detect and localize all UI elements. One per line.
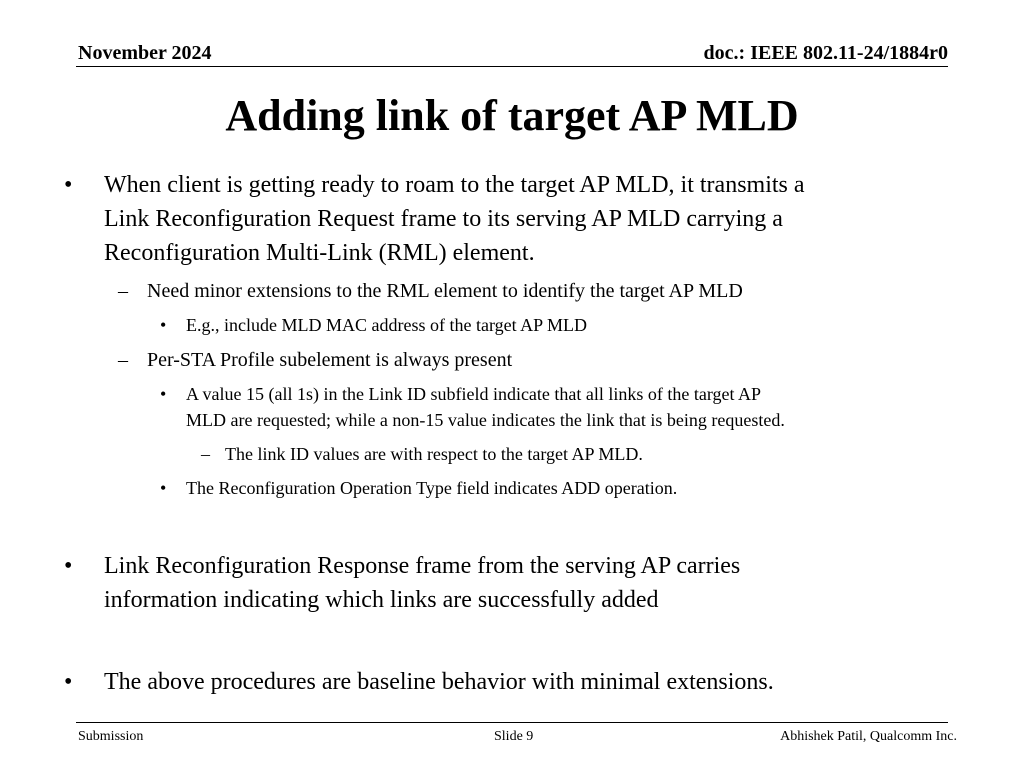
sub-bullet-1-1-1: E.g., include MLD MAC address of the target AP MLD [186, 315, 587, 335]
bullet-marker: • [64, 669, 73, 695]
dash-marker: – [201, 444, 210, 464]
footer-author: Abhishek Patil, Qualcomm Inc. [780, 729, 957, 744]
dash-marker: – [118, 280, 128, 302]
bullet-2-line-2: information indicating which links are successfully added [104, 587, 659, 613]
bullet-marker: • [160, 478, 167, 498]
bullet-1-line-1: When client is getting ready to roam to the target AP MLD, it transmits a [104, 172, 805, 198]
sub-bullet-1-2-1-line-2: MLD are requested; while a non-15 value indicates the link that is being requested. [186, 410, 785, 430]
footer-rule [76, 722, 948, 723]
bullet-marker: • [160, 315, 167, 335]
sub-bullet-1-1: Need minor extensions to the RML element to identify the target AP MLD [147, 280, 743, 302]
sub-bullet-1-2-2: The Reconfiguration Operation Type field indicates ADD operation. [186, 478, 678, 498]
bullet-marker: • [160, 384, 167, 404]
slide-title: Adding link of target AP MLD [225, 91, 799, 140]
bullet-1-line-3: Reconfiguration Multi-Link (RML) element. [104, 240, 535, 266]
bullet-1-line-2: Link Reconfiguration Request frame to its serving AP MLD carrying a [104, 206, 783, 232]
bullet-marker: • [64, 553, 73, 579]
footer-slide-number: Slide 9 [494, 729, 534, 744]
header-date: November 2024 [78, 42, 212, 64]
sub-bullet-1-2-1-line-1: A value 15 (all 1s) in the Link ID subfield indicate that all links of the target AP [186, 384, 762, 404]
bullet-marker: • [64, 172, 73, 198]
sub-bullet-1-2: Per-STA Profile subelement is always present [147, 349, 513, 371]
bullet-2-line-1: Link Reconfiguration Response frame from the serving AP carries [104, 553, 741, 579]
bullet-3-line-1: The above procedures are baseline behavior with minimal extensions. [104, 669, 774, 695]
header-rule [76, 66, 948, 67]
dash-marker: – [118, 349, 128, 371]
sub-bullet-1-2-1-1: The link ID values are with respect to the target AP MLD. [225, 444, 643, 464]
footer-submission: Submission [78, 729, 144, 744]
header-doc-id: doc.: IEEE 802.11-24/1884r0 [703, 42, 948, 64]
